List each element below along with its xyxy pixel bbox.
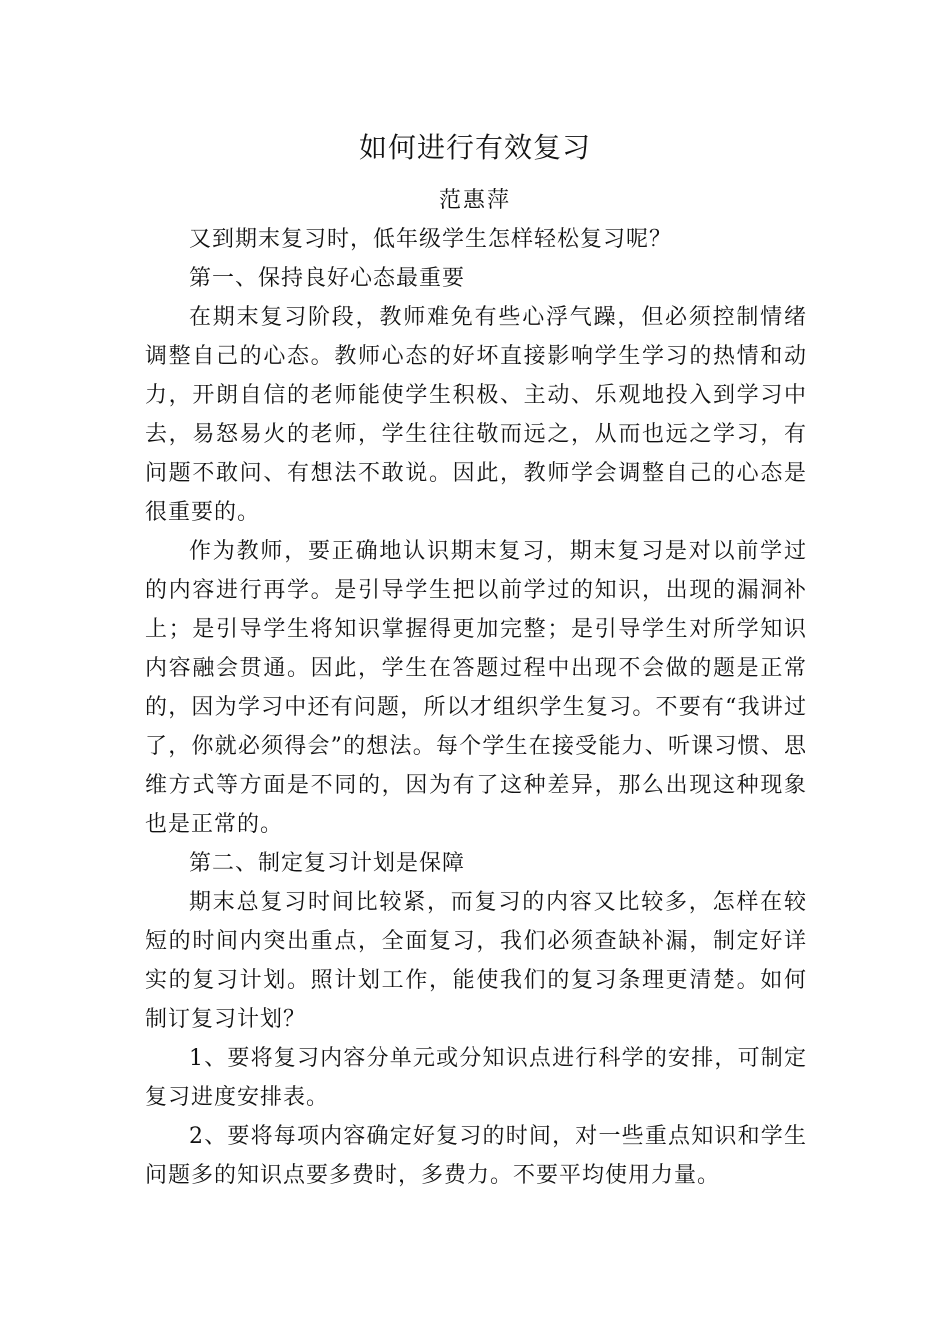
paragraph: 期末总复习时间比较紧，而复习的内容又比较多，怎样在较短的时间内突出重点，全面复习，我们必须查缺补漏，制定好详实的复习计划。照计划工作，能使我们的复习条理更清楚。如何制订复习计划？ (145, 890, 807, 1032)
document-author: 范惠萍 (438, 188, 511, 213)
paragraph: 作为教师，要正确地认识期末复习，期末复习是对以前学过的内容进行再学。是引导学生把以前学过的知识，出现的漏洞补上；是引导学生将知识掌握得更加完整；是引导学生对所学知识内容融会贯通。因此，学生在答题过程中出现不会做的题是正常的，因为学习中还有问题，所以才组织学生复习。不要有“我讲过了，你就必须得会”的想法。每个学生在接受能力、听课习惯、思维方式等方面是不同的，因为有了这种差异，那么出现这种现象也是正常的。 (145, 539, 807, 837)
paragraph-intro: 又到期末复习时，低年级学生怎样轻松复习呢？ (189, 227, 673, 252)
list-item-1: 1、要将复习内容分单元或分知识点进行科学的安排，可制定复习进度安排表。 (145, 1046, 807, 1110)
heading-section-1: 第一、保持良好心态最重要 (189, 266, 466, 291)
list-item-2: 2、要将每项内容确定好复习的时间，对一些重点知识和学生问题多的知识点要多费时，多费力。不要平均使用力量。 (145, 1124, 807, 1188)
document-body (145, 220, 807, 1195)
paragraph: 在期末复习阶段，教师难免有些心浮气躁，但必须控制情绪调整自己的心态。教师心态的好坏直接影响学生学习的热情和动力，开朗自信的老师能使学生积极、主动、乐观地投入到学习中去，易怒易火的老师，学生往往敬而远之，从而也远之学习，有问题不敢问、有想法不敢说。因此，教师学会调整自己的心态是很重要的。 (145, 305, 807, 525)
heading-section-2: 第二、制定复习计划是保障 (189, 851, 466, 876)
document-title: 如何进行有效复习 (358, 131, 591, 164)
